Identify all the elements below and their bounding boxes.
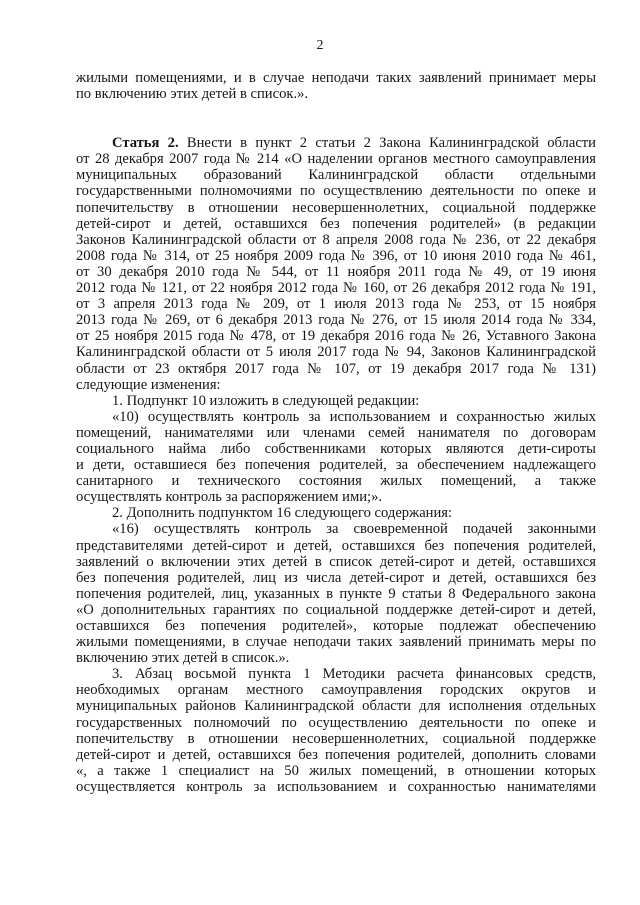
text-line: муниципальных образований Калининградской области отдельными: [76, 167, 596, 184]
text-line: 1. Подпункт 10 изложить в следующей редакции:: [112, 392, 420, 409]
text-line: попечительству в отношении несовершеннолетних, социальной поддержке: [76, 199, 596, 216]
article-2-paragraph: [76, 135, 596, 393]
text-line: следующие изменения:: [76, 376, 221, 393]
page-number: 2: [316, 38, 324, 53]
text-line: детей-сирот и детей, оставшихся без попечения родителей, дополнить словами: [76, 746, 596, 763]
text-line: оставшихся без попечения родителей», которые подлежат обеспечению: [76, 618, 596, 634]
text-line: санитарного и технического состояния жилых помещений, а также: [76, 473, 596, 490]
text-line: включению этих детей в список.».: [76, 650, 290, 667]
article-intro-text: Внести в пункт 2 статьи 2 Закона Калининградской области: [178, 135, 596, 152]
text-line: попечения родителей, лиц, указанных в пункте 9 статьи 8 Федерального закона: [76, 585, 596, 602]
document-body: [76, 70, 596, 795]
item-2-body: [76, 521, 596, 666]
text-line: Калининградской области от 5 июля 2017 года № 94, Законов Калининградской: [76, 344, 596, 361]
text-line: детей-сирот и детей, оставшихся без попечения родителей» (в редакции: [76, 215, 596, 232]
text-line: осуществлять контроль за распоряжением ими;».: [76, 489, 383, 506]
article-heading-line: [76, 135, 596, 151]
text-line: от 28 декабря 2007 года № 214 «О наделении органов местного самоуправления: [76, 151, 596, 168]
text-line: социального найма либо собственниками которых являются дети-сироты: [76, 440, 596, 457]
item-1-body: [76, 409, 596, 506]
text-line: 2008 года № 314, от 25 ноября 2009 года № 396, от 10 июня 2010 года № 461,: [76, 247, 596, 264]
text-line: от 3 апреля 2013 года № 209, от 1 июля 2013 года № 253, от 15 ноября: [76, 296, 596, 313]
text-line: 2012 года № 121, от 22 ноября 2012 года № 160, от 26 декабря 2012 года № 191,: [76, 280, 596, 297]
text-line: 2013 года № 269, от 6 декабря 2013 года № 276, от 15 июля 2014 года № 334,: [76, 312, 596, 329]
text-line: необходимых органам местного самоуправления городских округов и: [76, 682, 596, 699]
text-line: 2. Дополнить подпунктом 16 следующего содержания:: [112, 505, 453, 522]
text-line: жилыми помещениями, и в случае неподачи таких заявлений принимает меры: [76, 70, 596, 86]
text-line: помещений, нанимателями или членами семей нанимателя по договорам: [76, 424, 596, 441]
text-line: от 30 декабря 2010 года № 544, от 11 ноября 2011 года № 49, от 19 июня: [76, 263, 596, 280]
text-line: государственных полномочий по осуществлению деятельности по опеке и: [76, 714, 596, 731]
text-line: заявлений о включении этих детей в список детей-сирот и детей, оставшихся: [76, 553, 596, 570]
text-line: государственными полномочиями по осуществлению деятельности по опеке и: [76, 183, 596, 200]
text-line: и дети, оставшиеся без попечения родителей, за обеспечением надлежащего: [76, 457, 596, 474]
text-line: «16) осуществлять контроль за своевременной подачей законными: [112, 521, 596, 538]
text-line: осуществляется контроль за использованием и сохранностью нанимателями: [76, 778, 596, 795]
text-line: по включению этих детей в список.».: [76, 86, 309, 103]
text-line: области от 23 октября 2017 года № 107, от 19 декабря 2017 года № 131): [76, 360, 596, 377]
item-2-title: [76, 505, 596, 521]
text-line: Законов Калининградской области от 8 апреля 2008 года № 236, от 22 декабря: [76, 231, 596, 248]
text-line: от 25 ноября 2015 года № 478, от 19 декабря 2016 года № 26, Уставного Закона: [76, 328, 596, 345]
text-line: без попечения родителей, лиц из числа детей-сирот и детей, оставшихся без: [76, 569, 596, 586]
text-line: 3. Абзац восьмой пункта 1 Методики расчета финансовых средств,: [112, 666, 596, 683]
text-line: попечительству в отношении несовершеннолетних, социальной поддержке: [76, 730, 596, 747]
item-3-body: [76, 666, 596, 795]
article-label: Статья 2.: [112, 135, 179, 152]
paragraph-continuation: [76, 70, 596, 102]
item-1-title: [76, 393, 596, 409]
text-line: представителями детей-сирот и детей, оставшихся без попечения родителей,: [76, 537, 596, 554]
text-line: «О дополнительных гарантиях по социальной поддержке детей-сирот и детей,: [76, 601, 596, 618]
text-line: «, а также 1 специалист на 50 жилых помещений, в отношении которых: [76, 762, 596, 779]
text-line: муниципальных районов Калининградской области для исполнения отдельных: [76, 698, 596, 715]
text-line: «10) осуществлять контроль за использованием и сохранностью жилых: [112, 408, 596, 425]
text-line: жилыми помещениями, в случае неподачи таких заявлений принимать меры по: [76, 634, 596, 651]
